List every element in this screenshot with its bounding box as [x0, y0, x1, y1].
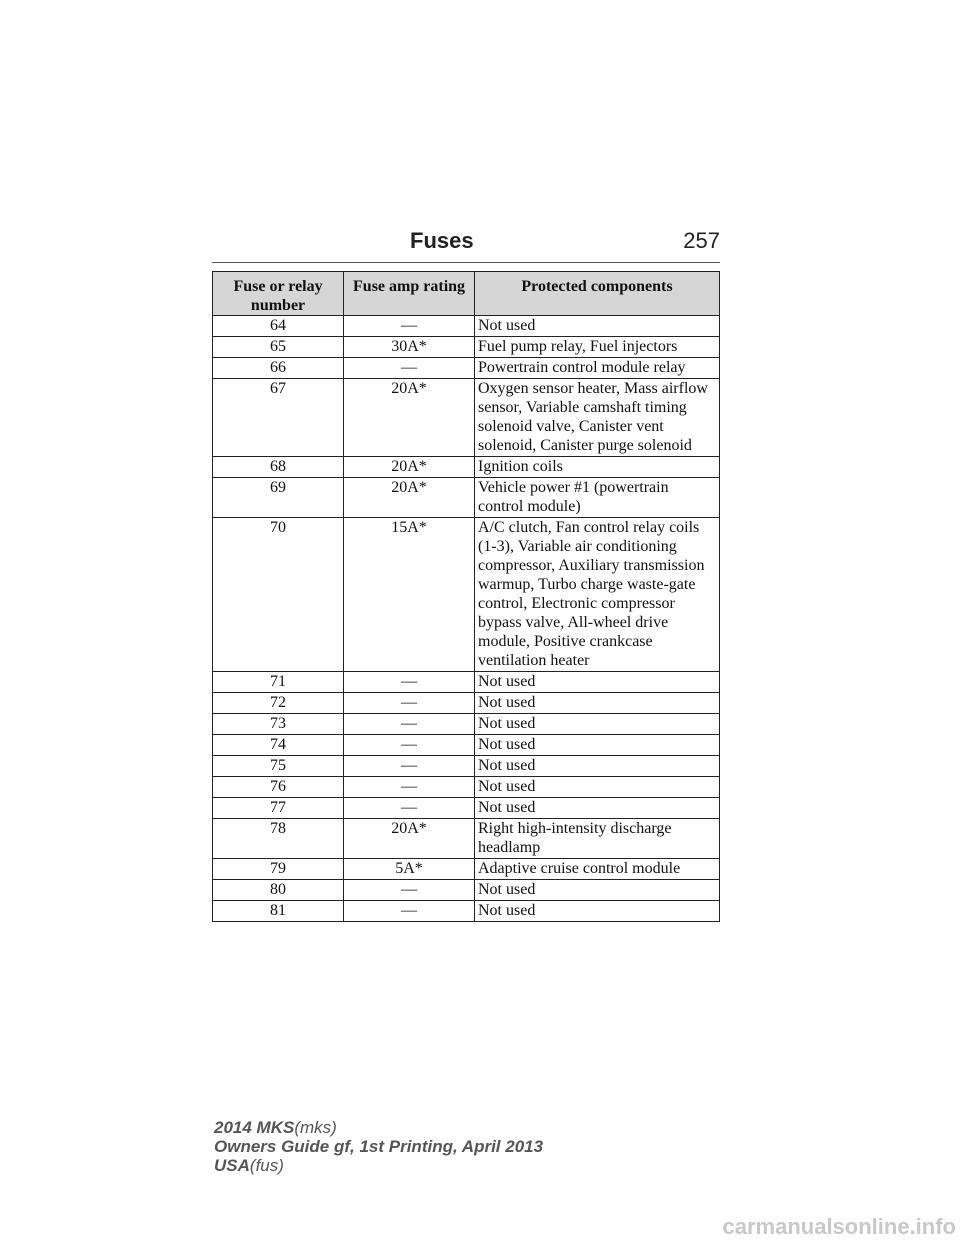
fuse-number: 81 — [213, 901, 344, 922]
fuse-number: 74 — [213, 735, 344, 756]
section-title: Fuses — [410, 228, 474, 253]
table-row — [213, 735, 720, 756]
table-row — [213, 457, 720, 478]
protected-components: A/C clutch, Fan control relay coils (1-3), Variable air conditioning compressor, Auxiliary transmission warmup, Turbo charge waste-gate control, Electronic compressor bypass valve, All-wheel drive module, Positive crankcase ventilation heater — [475, 518, 720, 672]
footer-model-code: (mks) — [294, 1118, 337, 1137]
protected-components: Not used — [475, 672, 720, 693]
table-row — [213, 337, 720, 358]
amp-rating: — — [344, 777, 475, 798]
header-fuse-number: Fuse or relay number — [213, 272, 344, 316]
fuse-number: 73 — [213, 714, 344, 735]
amp-rating: — — [344, 672, 475, 693]
amp-rating: — — [344, 756, 475, 777]
table-row — [213, 379, 720, 457]
protected-components: Not used — [475, 798, 720, 819]
table-row — [213, 714, 720, 735]
amp-rating: 30A* — [344, 337, 475, 358]
header-protected-components: Protected components — [475, 272, 720, 316]
fuse-number: 78 — [213, 819, 344, 859]
amp-rating: 15A* — [344, 518, 475, 672]
footer-edition: Owners Guide gf, 1st Printing, April 2013 — [214, 1137, 544, 1156]
fuse-number: 70 — [213, 518, 344, 672]
fuse-number: 69 — [213, 478, 344, 518]
footer-line-market — [214, 1156, 543, 1175]
table-row — [213, 798, 720, 819]
amp-rating: — — [344, 798, 475, 819]
protected-components: Fuel pump relay, Fuel injectors — [475, 337, 720, 358]
amp-rating: — — [344, 714, 475, 735]
page-header — [212, 228, 720, 263]
protected-components: Right high-intensity discharge headlamp — [475, 819, 720, 859]
table-row — [213, 901, 720, 922]
footer-line-edition — [214, 1137, 543, 1156]
protected-components: Not used — [475, 316, 720, 337]
page-number: 257 — [683, 228, 720, 253]
table-row — [213, 672, 720, 693]
protected-components: Adaptive cruise control module — [475, 859, 720, 880]
protected-components: Not used — [475, 693, 720, 714]
fuse-number: 77 — [213, 798, 344, 819]
fuse-number: 65 — [213, 337, 344, 358]
amp-rating: — — [344, 316, 475, 337]
watermark: carmanualsonline.info — [722, 1214, 956, 1239]
fuse-number: 67 — [213, 379, 344, 457]
amp-rating: 20A* — [344, 819, 475, 859]
fuse-number: 64 — [213, 316, 344, 337]
fuse-number: 71 — [213, 672, 344, 693]
fuse-number: 76 — [213, 777, 344, 798]
table-row — [213, 358, 720, 379]
table-row — [213, 518, 720, 672]
footer-market: USA — [214, 1156, 250, 1175]
fuse-number: 79 — [213, 859, 344, 880]
amp-rating: 20A* — [344, 457, 475, 478]
protected-components: Vehicle power #1 (powertrain control module) — [475, 478, 720, 518]
table-row — [213, 880, 720, 901]
fuse-number: 72 — [213, 693, 344, 714]
amp-rating: — — [344, 358, 475, 379]
protected-components: Oxygen sensor heater, Mass airflow sensor, Variable camshaft timing solenoid valve, Canister vent solenoid, Canister purge solenoid — [475, 379, 720, 457]
table-row — [213, 756, 720, 777]
table-row — [213, 859, 720, 880]
amp-rating: — — [344, 735, 475, 756]
table-header-row — [213, 272, 720, 316]
footer-line-model — [214, 1118, 543, 1137]
amp-rating: — — [344, 693, 475, 714]
header-amp-rating: Fuse amp rating — [344, 272, 475, 316]
amp-rating: 20A* — [344, 379, 475, 457]
fuse-number: 75 — [213, 756, 344, 777]
protected-components: Not used — [475, 714, 720, 735]
protected-components: Ignition coils — [475, 457, 720, 478]
protected-components: Not used — [475, 735, 720, 756]
footer-model-year: 2014 MKS — [214, 1118, 295, 1137]
protected-components: Not used — [475, 756, 720, 777]
table-row — [213, 819, 720, 859]
table-row — [213, 693, 720, 714]
amp-rating: 20A* — [344, 478, 475, 518]
protected-components: Not used — [475, 777, 720, 798]
table-row — [213, 777, 720, 798]
page-footer — [214, 1118, 543, 1175]
protected-components: Powertrain control module relay — [475, 358, 720, 379]
table-row — [213, 478, 720, 518]
footer-market-code: (fus) — [249, 1156, 284, 1175]
table-row — [213, 316, 720, 337]
fuse-number: 66 — [213, 358, 344, 379]
fuse-table — [212, 271, 720, 922]
fuse-number: 80 — [213, 880, 344, 901]
protected-components: Not used — [475, 901, 720, 922]
amp-rating: 5A* — [344, 859, 475, 880]
fuse-number: 68 — [213, 457, 344, 478]
amp-rating: — — [344, 880, 475, 901]
protected-components: Not used — [475, 880, 720, 901]
amp-rating: — — [344, 901, 475, 922]
